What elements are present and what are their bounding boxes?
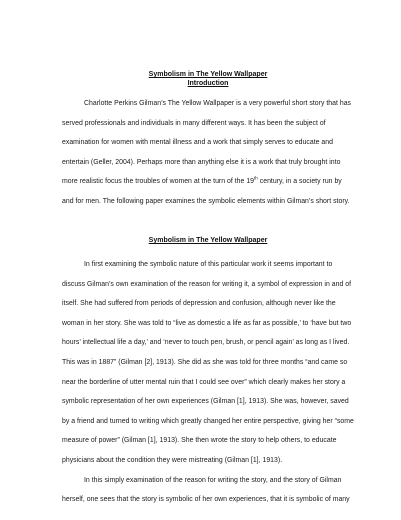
body-paragraph-1: In first examining the symbolic nature of this particular work it seems important to discuss Gilman’s own examination of the reason for writing it, a symbol of expression in and of itself. She had suffered from periods of depression and confusion, although never like the woman in her story. She was told to “live as domestic a life as far as possible,’ to ‘have but two hours’ intellectual life a day,’ and ‘never to touch pen, brush, or pencil again’ as long as I lived. This was in 1887” (Gilman [2], 1913). She did as she was told for three months “and came so near the borderline of utter mental ruin that I could see over” which clearly makes her story a symbolic representation of her own experiences (Gilman [1], 1913). She was, however, saved by a friend and turned to writing which greatly changed her entire perspective, giving her “some measure of power” (Gilman [1], 1913). She then wrote the story to help others, to educate physicians about the condition they were mistreating (Gilman [1], 1913). — [62, 261, 354, 464]
ordinal-suffix: th — [254, 176, 258, 182]
paper-title: Symbolism in The Yellow Wallpaper — [148, 71, 268, 78]
introduction-paragraph — [62, 94, 354, 212]
intro-text-part2: century, in a society run by and for men. The following paper examines the symbolic elements within Gilman’s short story. — [62, 178, 350, 205]
introduction-section — [62, 94, 354, 212]
symbolism-section — [62, 255, 354, 510]
body-paragraph-2: In this simply examination of the reason for writing the story, and the story of Gilman herself, one sees that the story is symbolic of her own experiences, that it is symbolic of many — [62, 476, 350, 504]
document-title — [62, 70, 354, 88]
introduction-heading: Introduction — [187, 80, 229, 87]
intro-text-part1: Charlotte Perkins Gilman’s The Yellow Wallpaper is a very powerful short story that has served professionals and individuals in many different ways. It has been the subject of examination for women with mental illness and a work that simply serves to educate and entertain (Geller, 2004). Perhaps more than anything else it is a work that truly brought into more realistic focus the troubles of women at the turn of the 19 — [62, 100, 352, 186]
section-heading: Symbolism in The Yellow Wallpaper — [148, 237, 268, 244]
